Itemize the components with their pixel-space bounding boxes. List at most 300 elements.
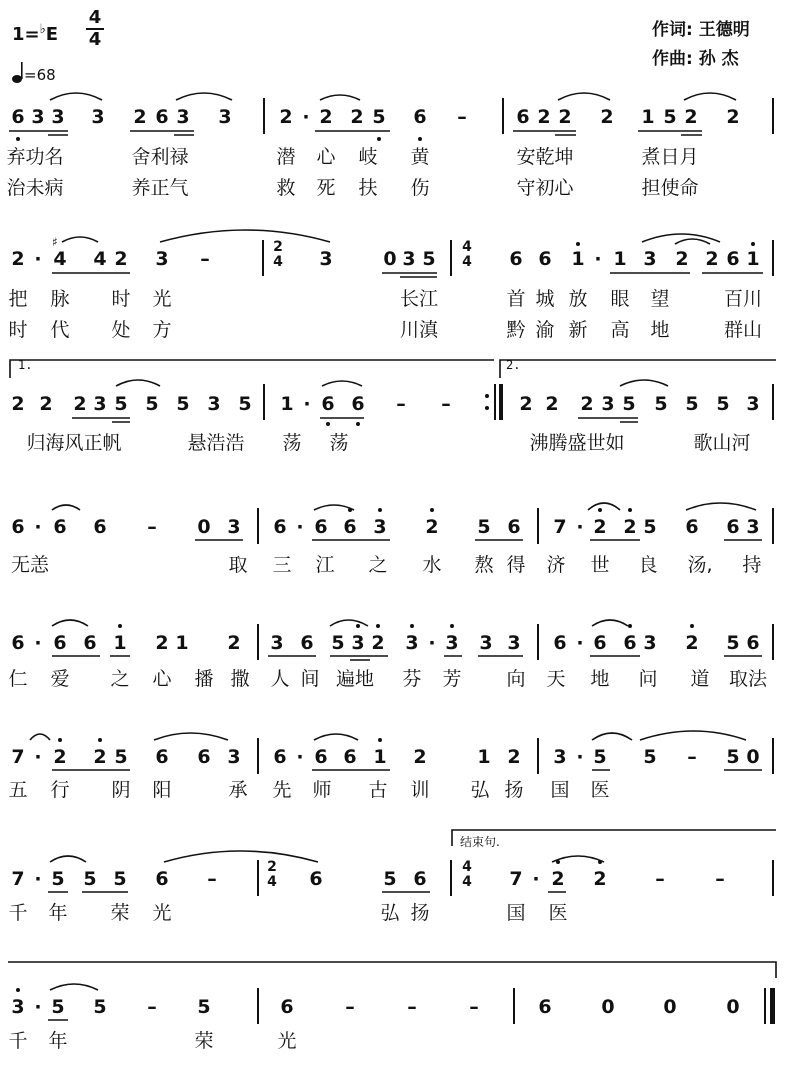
note: 3 — [270, 632, 284, 654]
note: 6 — [726, 248, 740, 270]
dash: – — [687, 746, 697, 768]
note: 2 — [600, 106, 614, 128]
note: 2 — [675, 248, 689, 270]
lyric: 良 — [638, 554, 658, 576]
bar-line — [772, 508, 774, 544]
note: 5 — [643, 516, 657, 538]
lyric: 舍利禄 — [131, 146, 189, 168]
lyric: 弃功名 — [6, 146, 64, 168]
lyric: 播 — [194, 668, 214, 690]
lyric: 医 — [548, 902, 568, 924]
note: 5 — [372, 106, 386, 128]
note: 3 — [479, 632, 493, 654]
bar-line — [537, 738, 539, 774]
bar-line — [772, 624, 774, 660]
lyric: 世 — [590, 554, 610, 576]
lyric: 五 — [8, 779, 28, 801]
note: 2 — [319, 106, 333, 128]
bar-line — [502, 98, 504, 134]
note: 2 — [519, 393, 533, 415]
dot: · — [34, 516, 42, 538]
note: 5 — [197, 996, 211, 1018]
note: 2 — [551, 868, 565, 890]
time-signature-bottom: 4 — [88, 29, 102, 50]
bar-line — [257, 988, 259, 1024]
note: 2 — [11, 248, 25, 270]
dot: · — [34, 996, 42, 1018]
lyric: 行 — [50, 779, 70, 801]
lyric: 地 — [590, 668, 610, 690]
lyric: 千 — [8, 1030, 28, 1052]
dash: – — [147, 996, 157, 1018]
dot: · — [34, 868, 42, 890]
lyric: 沸腾盛世如 — [529, 432, 625, 454]
lyric: 天 — [546, 668, 566, 690]
note: 5 — [331, 632, 345, 654]
note: 5 — [51, 996, 65, 1018]
note: 2 — [593, 516, 607, 538]
volta-1-label: 1. — [18, 358, 33, 372]
note: 2 — [371, 632, 385, 654]
lyric: 方 — [152, 319, 172, 341]
bar-line — [263, 98, 265, 134]
composer: 作曲: 孙 杰 — [652, 49, 739, 69]
lyric: 仁 — [8, 668, 28, 690]
tempo-mark — [12, 62, 56, 84]
lyric: 扬 — [410, 902, 430, 924]
note: 1 — [571, 248, 585, 270]
dot: · — [576, 632, 584, 654]
note: 5 — [685, 393, 699, 415]
lyric: 放 — [568, 288, 588, 310]
dot: · — [302, 106, 310, 128]
note: 5 — [654, 393, 668, 415]
lyric: 问 — [638, 668, 658, 690]
lyric: 人 — [270, 668, 290, 690]
note: 6 — [343, 746, 357, 768]
lyric: 江 — [315, 554, 335, 576]
lyric: 荡 — [282, 432, 302, 454]
note: 5 — [622, 393, 636, 415]
note: 6 — [314, 746, 328, 768]
note: 3 — [207, 393, 221, 415]
dot: · — [532, 868, 540, 890]
note: 6 — [538, 248, 552, 270]
dot: · — [296, 746, 304, 768]
note: 2 — [11, 393, 25, 415]
note: 2 — [39, 393, 53, 415]
lyric: 伤 — [410, 177, 430, 199]
lyric: 水 — [422, 554, 442, 576]
note: 2 — [545, 393, 559, 415]
dot: · — [34, 632, 42, 654]
lyric: 群山 — [723, 319, 763, 341]
note: 3 — [227, 746, 241, 768]
lyric: 光 — [277, 1030, 297, 1052]
lyric: 之 — [110, 668, 130, 690]
bar-line — [257, 624, 259, 660]
bar-line — [513, 988, 515, 1024]
note: 7 — [553, 516, 567, 538]
note: 6 — [53, 632, 67, 654]
lyric: 守初心 — [516, 177, 574, 199]
note: 2 — [227, 632, 241, 654]
bar-line — [262, 240, 264, 276]
dot: · — [296, 516, 304, 538]
note: 2 — [350, 106, 364, 128]
note: 5 — [383, 868, 397, 890]
note: 1 — [613, 248, 627, 270]
bar-line — [257, 738, 259, 774]
bar-line — [772, 860, 774, 896]
lyric: 川滇 — [399, 319, 439, 341]
lyric: 黄 — [410, 146, 430, 168]
note: 6 — [413, 868, 427, 890]
note: 2 — [73, 393, 87, 415]
lyric: 荡 — [329, 432, 349, 454]
dash: – — [441, 393, 451, 415]
lyric: 百川 — [723, 288, 763, 310]
final-bar-line — [770, 988, 775, 1024]
lyric: 无恙 — [10, 554, 50, 576]
lyric: 黔 — [506, 319, 526, 341]
lyric: 担使命 — [641, 177, 699, 199]
lyric: 死 — [316, 177, 336, 199]
note: 6 — [343, 516, 357, 538]
note: 2 — [537, 106, 551, 128]
lyric: 岐 — [358, 146, 378, 168]
note: 5 — [93, 996, 107, 1018]
note: 0 — [746, 746, 760, 768]
note: 2 — [580, 393, 594, 415]
note: 6 — [309, 868, 323, 890]
note: 6 — [726, 516, 740, 538]
lyric: 地 — [650, 319, 670, 341]
lyric: 安乾坤 — [516, 146, 574, 168]
lyric: 国 — [506, 902, 526, 924]
lyric: 撒 — [230, 668, 250, 690]
lyric: 医 — [590, 779, 610, 801]
note: 6 — [155, 106, 169, 128]
note: 2 — [623, 516, 637, 538]
note: 3 — [402, 248, 416, 270]
lyric: 取 — [228, 554, 248, 576]
lyric: 治未病 — [6, 177, 64, 199]
lyric: 高 — [610, 319, 630, 341]
note: 1 — [641, 106, 655, 128]
rest: 0 — [726, 996, 740, 1018]
note: 3 — [319, 248, 333, 270]
dot: · — [576, 516, 584, 538]
note: 3 — [746, 393, 760, 415]
dash: – — [207, 868, 217, 890]
note: 5 — [113, 868, 127, 890]
note: 6 — [746, 632, 760, 654]
time-signature — [86, 8, 104, 50]
note: 6 — [351, 393, 365, 415]
lyric: 爱 — [50, 668, 70, 690]
volta-2-label: 2. — [506, 358, 521, 372]
repeat-bar-line — [499, 384, 503, 420]
note: 6 — [155, 746, 169, 768]
note: 3 — [643, 632, 657, 654]
lyric: 先 — [272, 779, 292, 801]
note: 0 — [197, 516, 211, 538]
note: 5 — [145, 393, 159, 415]
note: 2 — [133, 106, 147, 128]
note: 1 — [373, 746, 387, 768]
dash: 1 — [175, 632, 189, 654]
time-change: 4 4 — [462, 239, 472, 270]
note: 3 — [405, 632, 419, 654]
note: 2 — [558, 106, 572, 128]
lyric: 芳 — [442, 668, 462, 690]
lyric: 代 — [50, 319, 70, 341]
note: 5 — [114, 746, 128, 768]
lyric: 养正气 — [131, 177, 189, 199]
note: 2 — [507, 746, 521, 768]
lyricist: 作词: 王德明 — [652, 20, 750, 40]
note: 5 — [238, 393, 252, 415]
note: 6 — [280, 996, 294, 1018]
lyric: 潜 — [276, 146, 296, 168]
dot: · — [594, 248, 602, 270]
rest: 0 — [663, 996, 677, 1018]
note: 3 — [553, 746, 567, 768]
note: 6 — [516, 106, 530, 128]
time-signature-top: 4 — [88, 7, 102, 28]
note: 3 — [51, 106, 65, 128]
lyric: 救 — [276, 177, 296, 199]
note: 6 — [53, 516, 67, 538]
note: 3 — [746, 516, 760, 538]
note: 3 — [601, 393, 615, 415]
tempo-value: =68 — [24, 66, 56, 84]
time-change: 2 4 — [267, 859, 277, 890]
note: 6 — [538, 996, 552, 1018]
flat-sign: ♭ — [39, 22, 46, 37]
svg-text:♯: ♯ — [52, 235, 58, 249]
lyric: 心 — [152, 668, 172, 690]
lyric: 煮日月 — [641, 146, 699, 168]
dash: – — [345, 996, 355, 1018]
note: 4 — [53, 248, 67, 270]
note: 3 — [507, 632, 521, 654]
lyric: 遍地 — [335, 668, 375, 690]
lyric: 悬浩浩 — [187, 432, 245, 454]
lyric: 师 — [312, 779, 332, 801]
note: 5 — [663, 106, 677, 128]
note: 2 — [684, 106, 698, 128]
bar-line — [257, 860, 259, 896]
note: 2 — [593, 868, 607, 890]
note: 3 — [91, 106, 105, 128]
note: 2 — [425, 516, 439, 538]
lyric: 渝 — [535, 319, 555, 341]
dash: – — [407, 996, 417, 1018]
lyric: 之 — [368, 554, 388, 576]
lyric: 眼 — [610, 288, 630, 310]
note: 4 — [93, 248, 107, 270]
bar-line — [772, 98, 774, 134]
lyric: 间 — [300, 668, 320, 690]
note: 6 — [11, 106, 25, 128]
lyric: 首 — [506, 288, 526, 310]
key-signature — [12, 22, 58, 45]
lyric: 弘 — [380, 902, 400, 924]
bar-line — [772, 738, 774, 774]
lyric: 长江 — [399, 288, 439, 310]
note: 6 — [314, 516, 328, 538]
note: 3 — [176, 106, 190, 128]
note: 6 — [11, 632, 25, 654]
note: 5 — [83, 868, 97, 890]
repeat-bar-line — [494, 384, 496, 420]
lyric: 荣 — [110, 902, 130, 924]
note: 1 — [746, 248, 760, 270]
note: 6 — [93, 516, 107, 538]
note: 1 — [477, 746, 491, 768]
note: 2 — [114, 248, 128, 270]
bar-line — [450, 240, 452, 276]
lyric: 汤, — [687, 554, 713, 576]
lyric: 城 — [535, 288, 555, 310]
dot: · — [303, 393, 311, 415]
note: 2 — [155, 632, 169, 654]
note: 6 — [273, 746, 287, 768]
lyric: 古 — [368, 779, 388, 801]
time-change: 2 4 — [273, 239, 283, 270]
dash: – — [715, 868, 725, 890]
note: 5 — [422, 248, 436, 270]
dot: · — [34, 746, 42, 768]
note: 3 — [11, 996, 25, 1018]
lyric: 承 — [228, 779, 248, 801]
note: 6 — [593, 632, 607, 654]
lyric: 阳 — [152, 779, 172, 801]
quarter-note-icon — [12, 62, 24, 84]
dash: – — [655, 868, 665, 890]
note: 6 — [321, 393, 335, 415]
note: 5 — [176, 393, 190, 415]
lyric: 时 — [8, 319, 28, 341]
note: 3 — [93, 393, 107, 415]
dot: · — [428, 632, 436, 654]
lyric: 道 — [690, 668, 710, 690]
coda-label: 结束句. — [460, 835, 500, 849]
bar-line — [772, 240, 774, 276]
note: 6 — [685, 516, 699, 538]
bar-line — [537, 624, 539, 660]
bar-line — [257, 508, 259, 544]
lyric: 脉 — [50, 288, 70, 310]
dash: – — [396, 393, 406, 415]
note: 3 — [643, 248, 657, 270]
note: 1 — [113, 632, 127, 654]
lyric: 新 — [568, 319, 588, 341]
bar-line — [450, 860, 452, 896]
note: 5 — [593, 746, 607, 768]
lyric: 千 — [8, 902, 28, 924]
dash: – — [200, 248, 210, 270]
dash: – — [469, 996, 479, 1018]
dash: – — [147, 516, 157, 538]
note: 5 — [114, 393, 128, 415]
note: 3 — [227, 516, 241, 538]
lyric: 训 — [410, 779, 430, 801]
note: 2 — [726, 106, 740, 128]
dot: · — [34, 248, 42, 270]
note: 6 — [155, 868, 169, 890]
lyric: 阴 — [111, 779, 131, 801]
note: 3 — [445, 632, 459, 654]
dash: – — [457, 106, 467, 128]
note: 6 — [83, 632, 97, 654]
lyric: 取法 — [728, 668, 768, 690]
bar-line — [537, 508, 539, 544]
note: 2 — [705, 248, 719, 270]
note: 6 — [509, 248, 523, 270]
note: 2 — [685, 632, 699, 654]
dot: · — [576, 746, 584, 768]
lyric: 荣 — [194, 1030, 214, 1052]
lyric: 持 — [742, 554, 762, 576]
note: 3 — [373, 516, 387, 538]
note: 7 — [11, 746, 25, 768]
lyric: 光 — [152, 288, 172, 310]
time-change: 4 4 — [462, 859, 472, 890]
note: 3 — [351, 632, 365, 654]
note: 7 — [11, 868, 25, 890]
final-bar-line — [764, 988, 766, 1024]
note: 6 — [623, 632, 637, 654]
note: 2 — [53, 746, 67, 768]
lyric: 归海风正帆 — [26, 432, 122, 454]
note: 6 — [553, 632, 567, 654]
lyric: 光 — [152, 902, 172, 924]
note: 3 — [31, 106, 45, 128]
note: 6 — [507, 516, 521, 538]
lyric: 济 — [546, 554, 566, 576]
rest: 0 — [601, 996, 615, 1018]
lyric: 熬 — [474, 554, 494, 576]
note: 2 — [93, 746, 107, 768]
bar-line — [263, 384, 265, 420]
note: 2 — [279, 106, 293, 128]
note: 6 — [197, 746, 211, 768]
lyric: 芬 — [402, 668, 422, 690]
note: 5 — [716, 393, 730, 415]
lyric: 处 — [111, 319, 131, 341]
note: 5 — [51, 868, 65, 890]
lyric: 弘 — [470, 779, 490, 801]
lyric: 扶 — [358, 177, 378, 199]
key-note: E — [45, 24, 59, 45]
bar-line — [772, 384, 774, 420]
note: 6 — [300, 632, 314, 654]
note: 3 — [155, 248, 169, 270]
lyric: 心 — [316, 146, 336, 168]
note: 7 — [509, 868, 523, 890]
note: 6 — [11, 516, 25, 538]
lyric: 年 — [48, 902, 68, 924]
note: 2 — [413, 746, 427, 768]
lyric: 扬 — [504, 779, 524, 801]
note: 6 — [273, 516, 287, 538]
note: 5 — [477, 516, 491, 538]
lyric: 向 — [506, 668, 526, 690]
note: 5 — [726, 632, 740, 654]
